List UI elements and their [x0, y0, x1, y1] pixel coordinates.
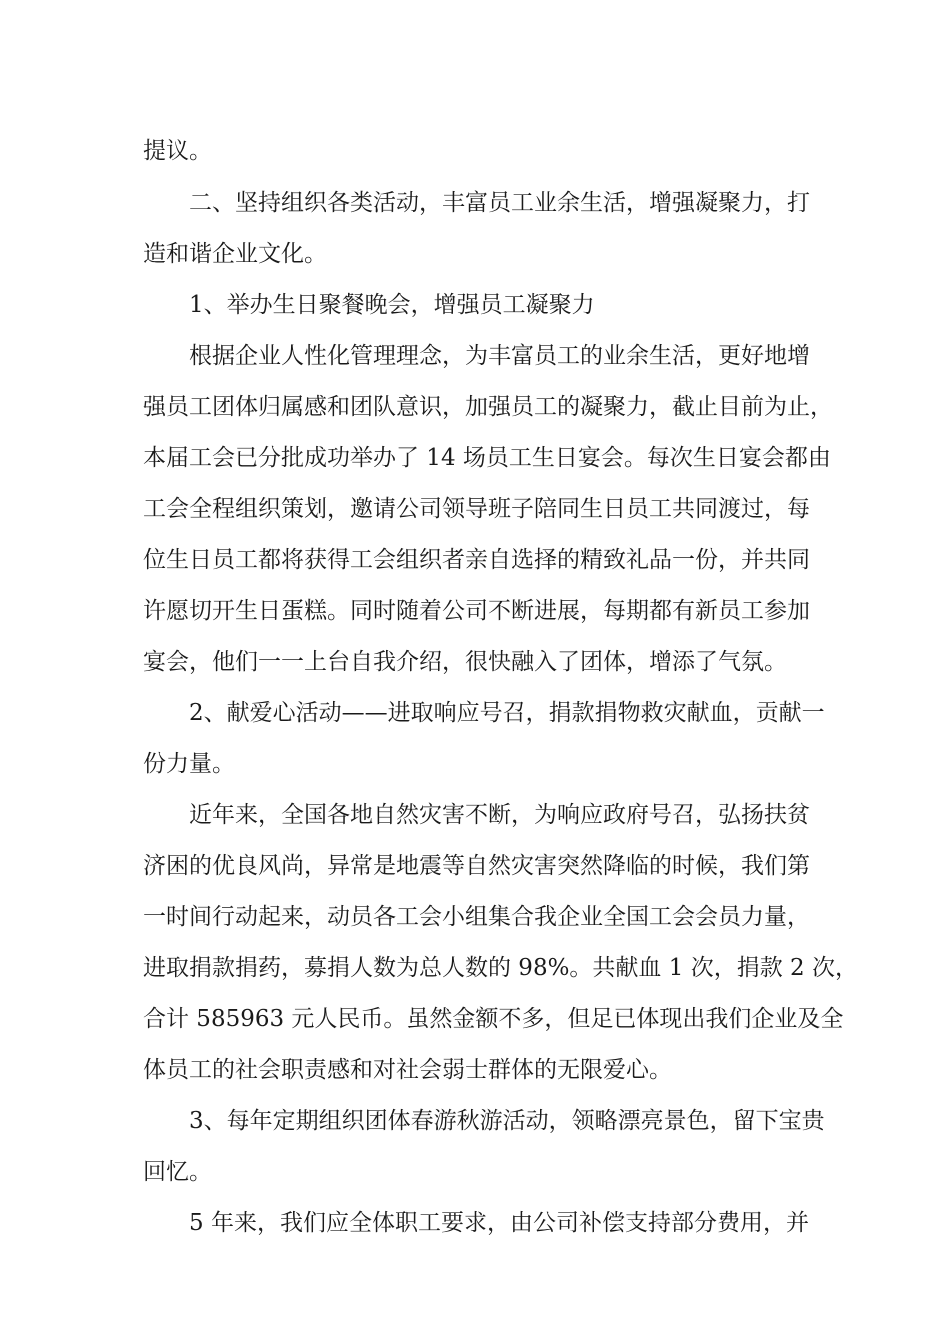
text-line: 许愿切开生日蛋糕。同时随着公司不断进展，每期都有新员工参加 — [143, 598, 810, 624]
subsection-heading: 1、举办生日聚餐晚会，增强员工凝聚力 — [189, 292, 595, 318]
text-line: 进取捐款捐药，募捐人数为总人数的 98%。共献血 1 次，捐款 2 次， — [143, 955, 858, 981]
text-line: 宴会，他们一一上台自我介绍，很快融入了团体，增添了气氛。 — [143, 649, 787, 675]
text-line: 根据企业人性化管理理念，为丰富员工的业余生活，更好地增 — [189, 343, 810, 369]
text-line: 体员工的社会职责感和对社会弱士群体的无限爱心。 — [143, 1057, 672, 1083]
text-line: 5 年来，我们应全体职工要求，由公司补偿支持部分费用，并 — [189, 1210, 809, 1236]
subsection-heading-continuation: 份力量。 — [143, 751, 235, 777]
subsection-heading: 2、献爱心活动——进取响应号召，捐款捐物救灾献血，贡献一 — [189, 700, 825, 726]
text-line: 合计 585963 元人民币。虽然金额不多，但足已体现出我们企业及全 — [143, 1006, 844, 1032]
text-line: 一时间行动起来，动员各工会小组集合我企业全国工会会员力量， — [143, 904, 810, 930]
text-line: 工会全程组织策划，邀请公司领导班子陪同生日员工共同渡过，每 — [143, 496, 810, 522]
text-line: 近年来，全国各地自然灾害不断，为响应政府号召，弘扬扶贫 — [189, 802, 810, 828]
section-heading-continuation: 造和谐企业文化。 — [143, 241, 327, 267]
section-heading: 二、坚持组织各类活动，丰富员工业余生活，增强凝聚力，打 — [189, 190, 810, 216]
text-line: 济困的优良风尚，异常是地震等自然灾害突然降临的时候，我们第 — [143, 853, 810, 879]
text-line: 本届工会已分批成功举办了 14 场员工生日宴会。每次生日宴会都由 — [143, 445, 831, 471]
subsection-heading: 3、每年定期组织团体春游秋游活动，领略漂亮景色，留下宝贵 — [189, 1108, 825, 1134]
subsection-heading-continuation: 回忆。 — [143, 1159, 212, 1185]
text-line: 提议。 — [143, 138, 212, 164]
text-line: 强员工团体归属感和团队意识，加强员工的凝聚力，截止目前为止， — [143, 394, 833, 420]
text-line: 位生日员工都将获得工会组织者亲自选择的精致礼品一份，并共同 — [143, 547, 810, 573]
